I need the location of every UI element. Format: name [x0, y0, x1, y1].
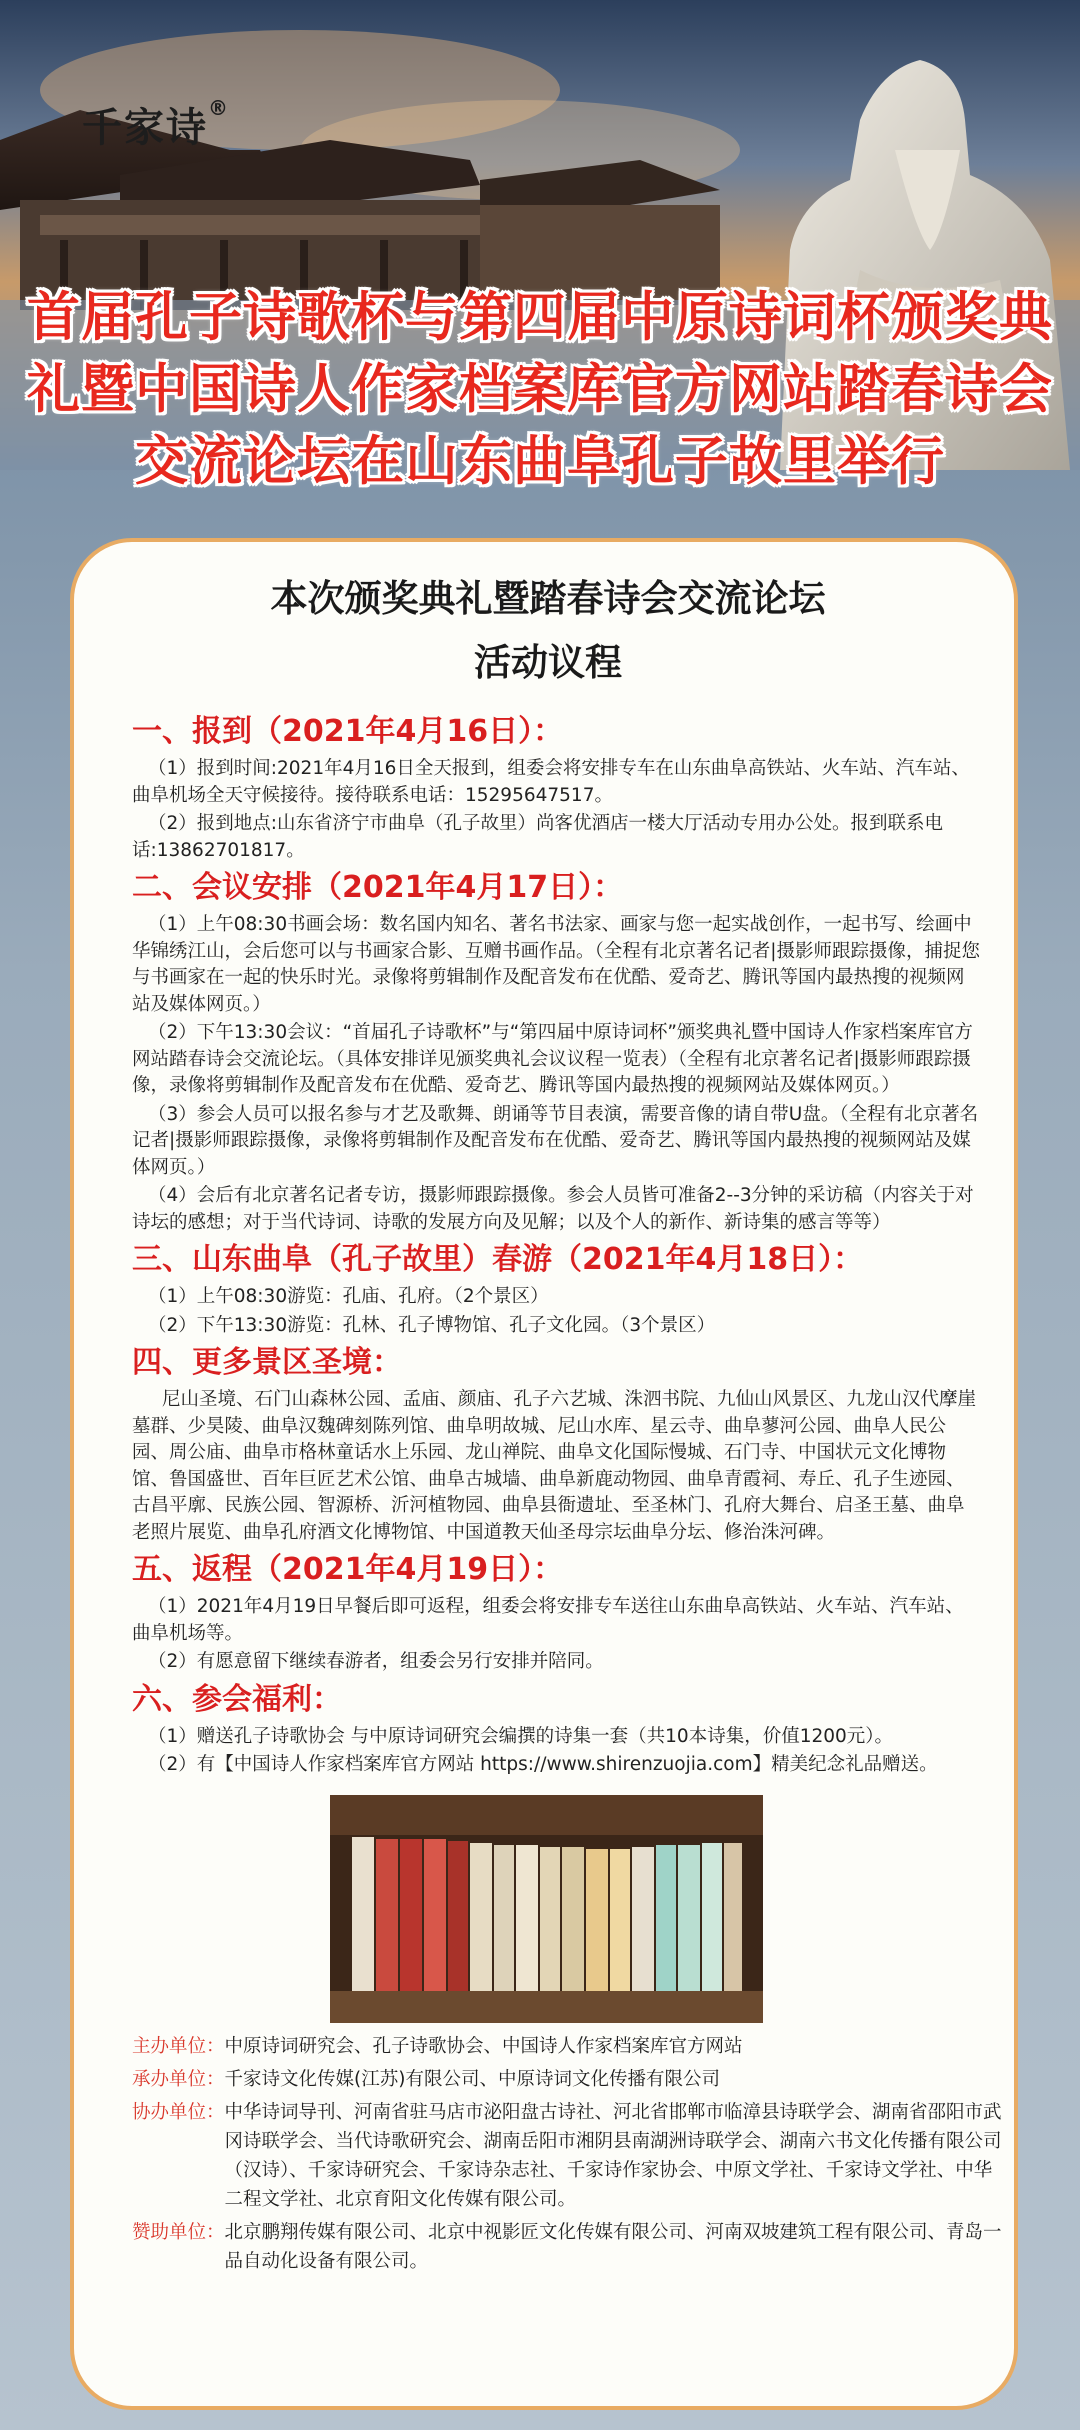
sponsor-label: 协办单位：	[132, 2102, 225, 2123]
agenda-title: 本次颁奖典礼暨踏春诗会交流论坛	[270, 577, 826, 620]
sponsor-label: 主办单位：	[132, 2036, 225, 2057]
section-item: （1）报到时间:2021年4月16日全天报到，组委会将安排专车在山东曲阜高铁站、火车站、汽车站、曲阜机场全天守候接待。接待联系电话：15295647517。	[132, 758, 970, 806]
sponsor-label: 赞助单位：	[132, 2222, 225, 2243]
header-banner	[0, 0, 1080, 492]
main-title	[0, 282, 1080, 498]
section-item: （1）上午08:30游览：孔庙、孔府。（2个景区）	[148, 1286, 549, 1307]
main-title-line: 首届孔子诗歌杯与第四届中原诗词杯颁奖典	[27, 287, 1053, 348]
agenda-section-checkin	[132, 710, 982, 864]
sponsor-row	[132, 2098, 1002, 2214]
section-item: （2）报到地点:山东省济宁市曲阜（孔子故里）尚客优酒店一楼大厅活动专用办公处。报到联系电话:13862701817。	[132, 813, 944, 861]
section-title: 二、会议安排（2021年4月17日）：	[132, 870, 624, 905]
section-title: 五、返程（2021年4月19日）：	[132, 1552, 564, 1587]
agenda-section-meeting	[132, 866, 982, 1236]
agenda-subtitle: 活动议程	[474, 641, 622, 684]
sponsor-text: 中华诗词导刊、河南省驻马店市泌阳盘古诗社、河北省邯郸市临漳县诗联学会、湖南省邵阳市武冈诗联学会、当代诗歌研究会、湖南岳阳市湘阴县南湖洲诗联学会、湖南六书文化传播有限公司（汉诗）、千家诗研究会、千家诗杂志社、千家诗作家协会、中原文学社、千家诗文学社、中华二程文学社、北京育阳文化传媒有限公司。	[224, 2102, 1002, 2210]
sponsors-list	[132, 2032, 1002, 2280]
section-title: 六、参会福利：	[132, 1681, 342, 1717]
main-title-line: 交流论坛在山东曲阜孔子故里举行	[135, 431, 945, 492]
agenda-section-spring-tour	[132, 1238, 982, 1339]
sponsor-row	[132, 2218, 1002, 2276]
section-item: （2）下午13:30游览：孔林、孔子博物馆、孔子文化园。（3个景区）	[148, 1314, 716, 1336]
section-item: （2）下午13:30会议：“首届孔子诗歌杯”与“第四届中原诗词杯”颁奖典礼暨中国诗人作家档案库官方网站踏春诗会交流论坛。（具体安排详见颁奖典礼会议议程一览表）（全程有北京著名记者|摄影师跟踪摄像，录像将剪辑制作及配音发布在优酷、爱奇艺、腾讯等国内最热搜的视频网站及媒体网页。）	[132, 1022, 973, 1096]
sponsor-row	[132, 2032, 1002, 2061]
section-item: （3）参会人员可以报名参与才艺及歌舞、朗诵等节目表演，需要音像的请自带U盘。（全程有北京著名记者|摄影师跟踪摄像，录像将剪辑制作及配音发布在优酷、爱奇艺、腾讯等国内最热搜的视频网站及媒体网页。）	[132, 1103, 979, 1178]
agenda-content	[132, 710, 982, 1781]
agenda-section-benefits	[132, 1678, 982, 1779]
section-item: （1）赠送孔子诗歌协会 与中原诗词研究会编撰的诗集一套（共10本诗集，价值1200元）。	[148, 1725, 894, 1747]
agenda-card	[70, 538, 1018, 2410]
section-body: 尼山圣境、石门山森林公园、孟庙、颜庙、孔子六艺城、洙泗书院、九仙山风景区、九龙山汉代摩崖墓群、少昊陵、曲阜汉魏碑刻陈列馆、曲阜明故城、尼山水库、星云寺、曲阜蓼河公园、曲阜人民公园、周公庙、曲阜市格林童话水上乐园、龙山禅院、曲阜文化国际慢城、石门寺、中国状元文化博物馆、鲁国盛世、百年巨匠艺术公馆、曲阜古城墙、曲阜新鹿动物园、曲阜青霞祠、寿丘、孔子生迹园、古昌平廓、民族公园、智源桥、沂河植物园、曲阜县衙遗址、至圣林门、孔府大舞台、启圣王墓、曲阜老照片展览、曲阜孔府酒文化博物馆、中国道教天仙圣母宗坛曲阜分坛、修治洙河碑。	[132, 1389, 977, 1543]
sponsor-row	[132, 2065, 1002, 2094]
agenda-section-scenic-spots	[132, 1341, 982, 1546]
section-item: （1）上午08:30书画会场：数名国内知名、著名书法家、画家与您一起实战创作，一起书写、绘画中华锦绣江山，会后您可以与书画家合影、互赠书画作品。（全程有北京著名记者|摄影师跟踪摄像，捕捉您与书画家在一起的快乐时光。录像将剪辑制作及配音发布在优酷、爱奇艺、腾讯等国内最热搜的视频网站及媒体网页。）	[132, 914, 980, 1015]
section-title: 四、更多景区圣境：	[132, 1345, 402, 1380]
section-title: 一、报到（2021年4月16日）：	[132, 714, 564, 749]
sponsor-text: 北京鹏翔传媒有限公司、北京中视影匠文化传媒有限公司、河南双坡建筑工程有限公司、青岛一品自动化设备有限公司。	[224, 2222, 1002, 2272]
main-title-line: 礼暨中国诗人作家档案库官方网站踏春诗会	[27, 359, 1053, 420]
sponsor-text: 中原诗词研究会、孔子诗歌协会、中国诗人作家档案库官方网站	[224, 2036, 743, 2057]
sponsor-label: 承办单位：	[132, 2069, 225, 2090]
agenda-heading	[74, 567, 1022, 695]
brand-logo: 千家诗®	[82, 96, 230, 151]
agenda-section-return	[132, 1548, 982, 1676]
sponsor-text: 千家诗文化传媒(江苏)有限公司、中原诗词文化传播有限公司	[224, 2069, 720, 2090]
section-item: （4）会后有北京著名记者专访，摄影师跟踪摄像。参会人员皆可准备2--3分钟的采访稿（内容关于对诗坛的感想；对于当代诗词、诗歌的发展方向及见解；以及个人的新作、新诗集的感言等等）	[132, 1185, 974, 1233]
section-item: （2）有【中国诗人作家档案库官方网站 https://www.shirenzuojia.com】精美纪念礼品赠送。	[148, 1754, 938, 1775]
section-item: （2）有愿意留下继续春游者，组委会另行安排并陪同。	[148, 1651, 604, 1672]
section-title: 三、山东曲阜（孔子故里）春游（2021年4月18日）：	[132, 1242, 864, 1277]
books-photo	[330, 1795, 763, 2023]
section-item: （1）2021年4月19日早餐后即可返程，组委会将安排专车送往山东曲阜高铁站、火车站、汽车站、曲阜机场等。	[132, 1596, 964, 1644]
